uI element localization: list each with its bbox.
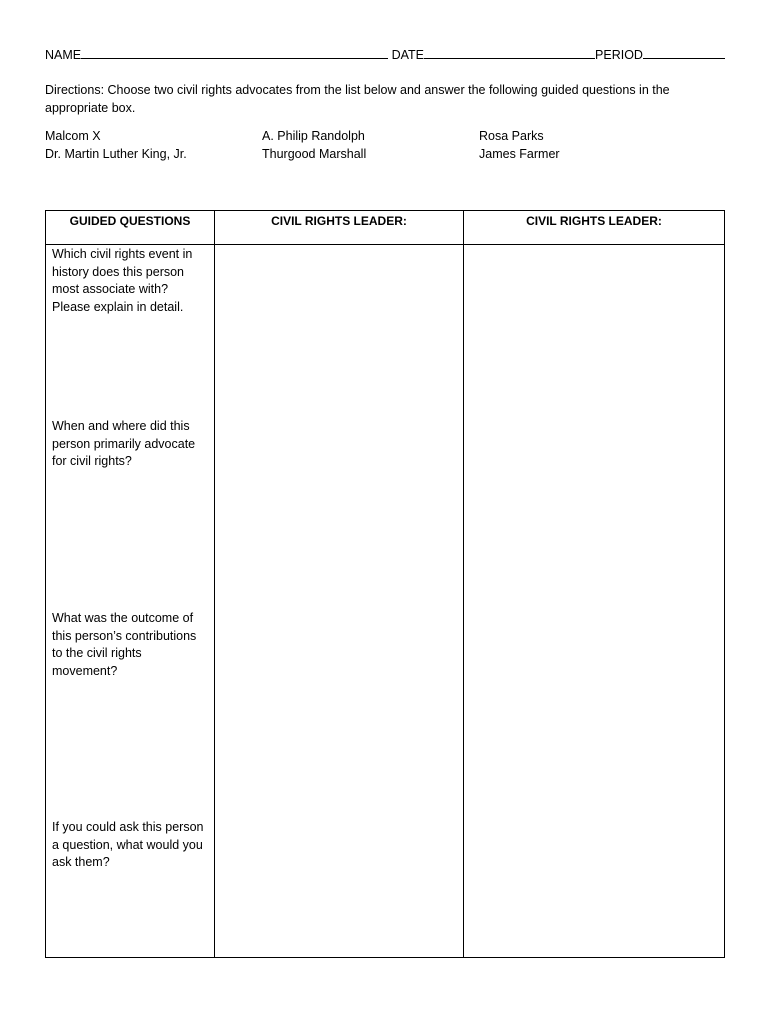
advocate-item: Dr. Martin Luther King, Jr. [45,147,187,161]
name-label: NAME [45,48,82,62]
date-field[interactable] [424,46,595,59]
question-1: Which civil rights event in history does this person most associate with? Please explain in detail. [52,247,193,314]
leader-1-header: CIVIL RIGHTS LEADER: [215,211,464,245]
guided-questions-header: GUIDED QUESTIONS [46,211,215,245]
period-field[interactable] [643,46,725,59]
advocate-item: James Farmer [479,147,560,161]
table-header-row [46,211,725,245]
advocate-item: Thurgood Marshall [262,147,367,161]
date-label: DATE [391,48,425,62]
guided-questions-table [45,210,725,958]
question-2: When and where did this person primarily advocate for civil rights? [52,419,196,468]
period-label: PERIOD [595,48,643,62]
leader-2-header: CIVIL RIGHTS LEADER: [464,211,725,245]
question-4: If you could ask this person a question, what would you ask them? [52,820,204,869]
directions-text: Directions: Choose two civil rights advocates from the list below and answer the following guided questions in the appropriate box. [45,83,670,115]
advocate-item: Rosa Parks [479,129,544,143]
advocate-item: A. Philip Randolph [262,129,365,143]
question-3: What was the outcome of this person’s contributions to the civil rights movement? [52,611,197,678]
leader-1-answer-cell[interactable] [215,245,464,958]
leader-2-answer-cell[interactable] [464,245,725,958]
table-row [46,245,725,958]
student-info-line [45,46,725,62]
name-field[interactable] [81,46,388,59]
questions-cell [46,245,215,958]
advocate-list [45,129,725,169]
advocate-item: Malcom X [45,129,101,143]
